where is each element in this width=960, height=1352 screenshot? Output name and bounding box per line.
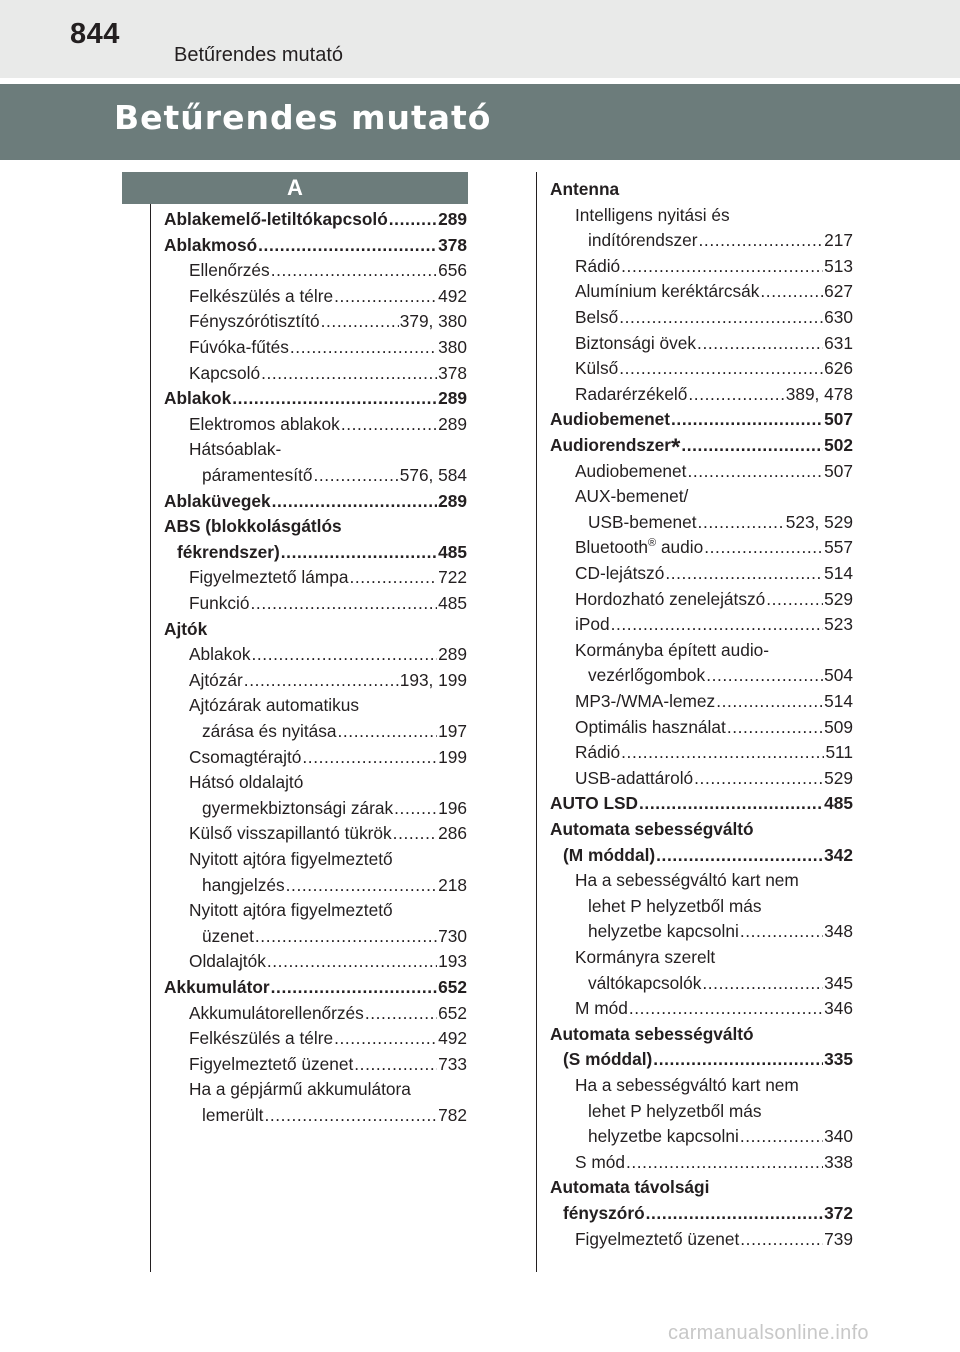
index-entry-term: Ellenőrzés [189,260,270,281]
index-entry-term: Automata távolsági [550,1177,710,1198]
index-entry [164,591,467,617]
index-entry-page: 782 [438,1105,467,1125]
index-entry-term: lemerült [202,1105,264,1125]
index-entry [164,258,467,284]
index-entry [550,766,853,792]
dot-leader [619,305,823,331]
index-entry [550,894,853,920]
index-entry-term: Intelligens nyitási és [575,204,730,225]
index-entry-page: 378 [438,362,467,383]
index-entry-term: Radarérzékelő [575,383,688,404]
dot-leader [272,489,438,515]
dot-leader [267,949,437,975]
dot-leader [271,975,438,1001]
index-entry [550,510,853,536]
dot-leader [251,642,437,668]
dot-leader [258,233,437,259]
index-entry [550,356,853,382]
index-entry [550,407,853,433]
index-entry-term: helyzetbe kapcsolni [588,1126,739,1147]
index-entry [164,1103,467,1129]
dot-leader [261,361,437,387]
index-entry-page: 557 [824,537,853,558]
index-entry [550,1201,853,1227]
index-entry-term: AUX-bemenet/ [575,486,689,507]
index-entry [550,663,853,689]
index-entry-term-suffix: audio [656,537,704,558]
index-entry [164,386,467,412]
index-entry-term: fényszóró [563,1203,645,1223]
index-entry [164,207,467,233]
running-head: Betűrendes mutató [174,44,343,66]
index-entry-page: 342 [824,844,853,865]
index-entry-page: 652 [438,1002,467,1023]
index-entry [164,335,467,361]
index-entry-term: gyermekbiztonsági zárak [202,797,394,818]
dot-leader [341,412,437,438]
index-entry-page: 511 [825,742,853,763]
index-entry [164,284,467,310]
index-entry-term: Ha a gépjármű akkumulátora [189,1079,411,1100]
index-entry [550,254,853,280]
index-entry-term: Kapcsoló [189,362,261,383]
dot-leader [290,335,437,361]
index-entry [550,919,853,945]
dot-leader [389,207,437,233]
index-entry-term: hangjelzés [202,874,285,895]
index-entry-page: 196 [438,797,467,818]
index-entry-term: Funkció [189,593,250,613]
index-entry [550,715,853,741]
index-entry-page: 289 [438,644,467,665]
dot-leader [365,1001,437,1027]
dot-leader [334,1026,437,1052]
dot-leader [646,1201,824,1227]
index-entry [550,1227,853,1253]
dot-leader [639,791,823,817]
right-column-rule [536,172,537,1272]
index-entry-term: Csomagtérajtó [189,746,302,767]
index-entry [164,975,467,1001]
index-entry-page: 513 [824,255,853,276]
index-entry [164,745,467,771]
index-entry-page: 218 [438,874,467,895]
index-entry [164,1077,467,1103]
index-entry-term: Hordozható zenelejátszó [575,588,766,609]
index-entry-term: iPod [575,614,610,635]
index-entry-page: 739 [824,1228,853,1249]
dot-leader [619,356,823,382]
index-entry-mark: ® [648,537,657,550]
section-letter: A [287,175,303,200]
index-entry-term: Ablaküvegek [164,490,271,511]
dot-leader [740,1227,823,1253]
index-entry-term: helyzetbe kapcsolni [588,921,739,942]
index-entry-term: Ha a sebességváltó kart nem [575,870,799,891]
index-entry-term: ABS (blokkolásgátlós [164,516,342,537]
index-entry-page: 348 [824,921,853,942]
index-entry-page: 652 [438,977,467,997]
dot-leader [698,510,785,536]
index-entry-term: AUTO LSD [550,793,639,814]
top-strip [0,0,960,78]
dot-leader [760,279,823,305]
index-entry-term: páramentesítő [202,465,313,485]
index-entry [550,1022,853,1048]
dot-leader [706,663,823,689]
index-entry-term: Belső [575,307,619,327]
index-entry [550,1175,853,1201]
index-entry [550,459,853,485]
index-entry [164,693,467,719]
dot-leader [264,1103,437,1129]
index-entry-page: 378 [438,234,467,255]
index-entry [550,1073,853,1099]
index-entry-term: USB-adattároló [575,767,694,788]
index-entry-page: 193, 199 [399,669,467,690]
dot-leader [621,254,823,280]
dot-leader [244,668,399,694]
index-entry [164,924,467,950]
dot-leader [629,996,823,1022]
index-entry-term: Felkészülés a télre [189,1028,334,1049]
index-entry-term: fékrendszer) [177,541,280,562]
index-entry-term: Figyelmeztető üzenet [189,1053,354,1074]
index-entry-term: lehet P helyzetből más [588,1100,762,1121]
index-entry-page: 523, 529 [785,511,853,532]
dot-leader [255,924,437,950]
index-entry [164,540,467,566]
index-entry-term: Rádió [575,255,621,276]
dot-leader [337,719,437,745]
index-entry-term: Akkumulátorellenőrzés [189,1002,364,1023]
index-entry-term: USB-bemenet [588,511,697,532]
index-entry-term: Ajtózárak automatikus [189,695,360,716]
index-entry-page: 576, 584 [399,465,467,485]
index-entry-term: Audiobemenet [575,460,687,481]
index-entry-page: 656 [438,260,467,281]
index-entry-page: 217 [824,230,853,251]
index-entry-term: Külső visszapillantó tükrök [189,823,392,844]
index-entry [550,1047,853,1073]
index-entry-term: M mód [575,998,628,1019]
index-entry [164,796,467,822]
index-entry [164,437,467,463]
index-entry-page: 507 [824,460,853,481]
index-entry-term: (M móddal) [563,844,656,865]
index-entry [164,898,467,924]
index-entry [550,689,853,715]
index-entry [550,177,853,203]
index-entry-page: 338 [824,1151,853,1172]
index-entry-term: Audiorendszer [550,435,671,455]
index-entry-term: Kormányba épített audio- [575,639,770,660]
index-entry-page: 630 [824,307,853,327]
index-entry-term: Külső [575,358,619,379]
index-entry-page: 380 [438,337,467,357]
index-entry-page: 197 [438,721,467,741]
index-entry-page: 509 [824,716,853,737]
index-entry-page: 626 [824,358,853,379]
dot-leader [354,1052,437,1078]
dot-leader [281,540,437,566]
index-entry-page: 372 [824,1203,853,1223]
dot-leader [334,284,437,310]
index-entry-term: Rádió [575,742,621,763]
index-entry: Audiorendszer * ..... 502 [550,433,853,459]
index-entry-term: Audiobemenet [550,409,671,430]
index-entry-term: zárása és nyitása [202,721,337,741]
index-entry [550,305,853,331]
dot-leader [688,382,784,408]
index-entry-term: Automata sebességváltó [550,819,754,839]
dot-leader [232,386,437,412]
index-entry-page: 507 [824,409,853,430]
index-entry [164,463,467,489]
index-entry-term: Fúvóka-fűtés [189,337,289,357]
index-entry-term: Fényszórótisztító [189,311,320,332]
index-entry [550,612,853,638]
dot-leader [251,591,438,617]
index-entry-page: 504 [824,665,853,686]
dot-leader [349,565,437,591]
dot-leader [681,433,823,459]
index-entry [164,847,467,873]
index-entry [164,309,467,335]
index-entry-term: Akkumulátor [164,977,270,997]
index-entry-page: 631 [824,332,853,353]
index-entry-term: Nyitott ajtóra figyelmeztető [189,900,393,921]
index-entry [550,791,853,817]
index-entry-page: 492 [438,285,467,306]
index-entry-term: üzenet [202,925,254,946]
index-entry-term: Figyelmeztető üzenet [575,1228,740,1249]
index-entry [164,565,467,591]
dot-leader [699,228,824,254]
dot-leader [626,1150,823,1176]
section-letter-bar [122,172,468,204]
index-entry [164,361,467,387]
index-entry-term: Ablakmosó [164,234,258,255]
index-entry [550,996,853,1022]
index-entry-term: CD-lejátszó [575,563,665,583]
index-entry-page: 627 [824,281,853,302]
dot-leader [671,407,823,433]
index-entry-term: Hátsó oldalajtó [189,772,304,793]
index-entry [550,1124,853,1150]
index-entry [550,1150,853,1176]
index-entry-term: lehet P helyzetből más [588,895,762,916]
index-entry-term: Antenna [550,179,620,199]
index-entry [550,740,853,766]
index-entry-page: 502 [824,435,853,455]
index-entry-term: Hátsóablak- [189,439,282,460]
index-entry-term: Automata sebességváltó [550,1023,754,1044]
index-entry-page: 485 [824,793,853,814]
index-entry-page: 346 [824,998,853,1019]
index-entry-page: 335 [824,1049,853,1070]
dot-leader [687,459,823,485]
index-entry-term: Ha a sebességváltó kart nem [575,1075,799,1095]
dot-leader [393,821,437,847]
index-entry-page: 289 [438,413,467,434]
index-entry [164,949,467,975]
index-entry [164,1001,467,1027]
index-entry [550,817,853,843]
dot-leader [697,331,823,357]
index-entry [164,412,467,438]
index-entry [550,945,853,971]
index-entry-page: 529 [824,767,853,788]
index-entry-page: 514 [824,563,853,583]
index-entry-page: 529 [824,588,853,609]
index-entry [164,1026,467,1052]
index-entry [164,719,467,745]
index-entry-page: 733 [438,1053,467,1074]
index-entry-term: indítórendszer [588,230,698,251]
index-entry-term: Kormányra szerelt [575,947,716,967]
index-entry [550,587,853,613]
index-entry [550,382,853,408]
dot-leader [716,689,823,715]
dot-leader [740,919,823,945]
index-entry [550,331,853,357]
dot-leader [766,587,823,613]
index-entry [550,484,853,510]
left-column-rule [150,204,151,1272]
index-entry-term: váltókapcsolók [588,972,702,993]
dot-leader [271,258,437,284]
dot-leader [694,766,823,792]
index-entry-page: 289 [438,388,467,409]
dot-leader [302,745,437,771]
index-entry-term: Oldalajtók [189,951,266,972]
index-entry-page: 730 [438,925,467,946]
index-entry-term: Bluetooth [575,537,649,558]
index-entry-term: Ajtózár [189,669,243,690]
index-entry-page: 523 [824,614,853,635]
dot-leader [656,843,823,869]
dot-leader [321,309,399,335]
index-entry-page: 193 [438,951,467,972]
index-entry-term: Optimális használat [575,716,726,737]
index-entry [550,535,853,561]
index-entry [550,228,853,254]
index-entry-page: 379, 380 [399,311,467,332]
index-entry-page: 345 [824,972,853,993]
index-entry-term: Ajtók [164,618,208,639]
index-entry [164,668,467,694]
index-entry-page: 340 [824,1126,853,1147]
dot-leader [704,535,823,561]
index-entry-page: 485 [438,593,467,613]
index-entry [164,873,467,899]
index-entry-term: Felkészülés a télre [189,285,334,306]
index-entry-term: Nyitott ajtóra figyelmeztető [189,849,393,869]
index-entry [550,279,853,305]
index-entry [550,868,853,894]
index-entry [164,821,467,847]
index-entry [550,638,853,664]
index-entry [550,561,853,587]
page-number: 844 [70,18,120,50]
index-entry-page: 389, 478 [785,383,853,404]
index-entry-page: 722 [438,567,467,588]
index-entry-term: MP3-/WMA-lemez [575,691,716,711]
index-entry-term: S mód [575,1151,625,1172]
index-entry [164,617,467,643]
page-title: Betűrendes mutató [114,98,492,137]
dot-leader [611,612,824,638]
index-entry-term: Elektromos ablakok [189,413,340,434]
index-entry-term: Alumínium keréktárcsák [575,281,760,302]
index-entry [550,1099,853,1125]
index-entry-page: 289 [438,490,467,511]
index-entry-term: Ablakok [189,644,251,665]
index-entry-term: (S móddal) [563,1049,653,1070]
dot-leader [621,740,824,766]
index-entry-term: Ablakok [164,388,232,409]
watermark-text: carmanualsonline.info [668,1322,869,1344]
index-entry-page: 199 [438,746,467,767]
index-entry-page: 289 [438,209,467,229]
dot-leader [394,796,437,822]
dot-leader [665,561,823,587]
index-entry-term: Biztonsági övek [575,332,697,353]
dot-leader [727,715,823,741]
index-entry [164,1052,467,1078]
index-entry-page: 286 [438,823,467,844]
index-entry-page: 485 [438,541,467,562]
dot-leader [702,971,823,997]
index-entry [550,203,853,229]
dot-leader [286,873,438,899]
dot-leader [313,463,398,489]
index-entry-term: Ablakemelő-letiltókapcsoló [164,209,388,229]
index-entry [164,489,467,515]
index-entry [164,514,467,540]
index-entry-term: Figyelmeztető lámpa [189,567,349,588]
index-entry-page: 514 [824,691,853,711]
dot-leader [653,1047,823,1073]
index-entry [550,843,853,869]
index-entry [164,233,467,259]
index-entry-term: vezérlőgombok [588,665,706,686]
dot-leader [740,1124,823,1150]
index-entry [164,642,467,668]
index-entry-page: 492 [438,1028,467,1049]
index-entry [164,770,467,796]
index-entry [550,971,853,997]
